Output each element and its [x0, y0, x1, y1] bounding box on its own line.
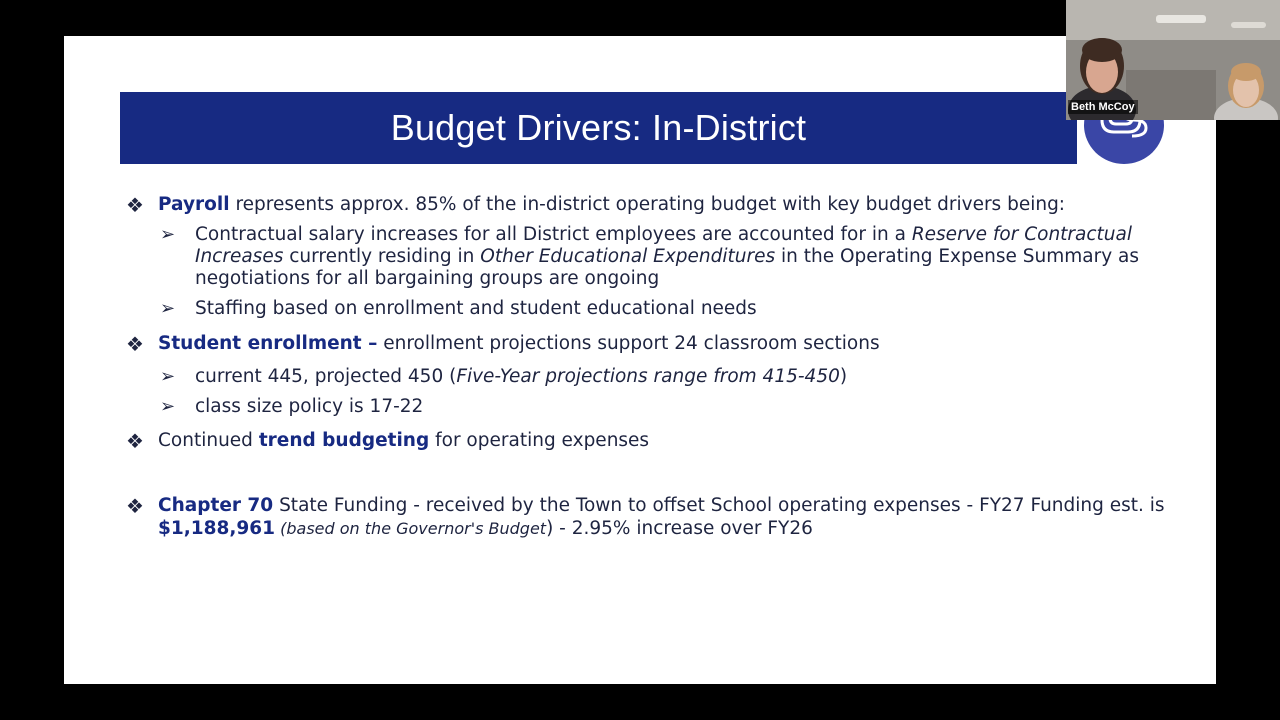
- participant-name-label: Beth McCoy: [1068, 100, 1138, 114]
- diamond-bullet-icon: ❖: [126, 429, 144, 453]
- diamond-bullet-icon: ❖: [126, 494, 144, 518]
- staffing-text: Staffing based on enrollment and student educational needs: [195, 298, 757, 319]
- chapter70-amount: $1,188,961: [158, 518, 276, 539]
- chapter70-text: State Funding - received by the Town to offset School operating expenses - FY27 Funding est. is: [273, 495, 1165, 516]
- contractual-text-g: negotiations for all bargaining groups are ongoing: [195, 268, 660, 289]
- contractual-text-d: currently residing in: [283, 246, 481, 267]
- presentation-slide: [64, 36, 1216, 684]
- payroll-text: represents approx. 85% of the in-district operating budget with key budget drivers being:: [229, 194, 1066, 215]
- participant-video-tile[interactable]: [1066, 0, 1280, 120]
- chapter70-label: Chapter 70: [158, 495, 274, 516]
- trend-text-c: for operating expenses: [429, 430, 650, 451]
- arrow-bullet-icon: ➢: [160, 396, 176, 417]
- current-enrollment-text-a: current 445, projected 450 (: [195, 366, 457, 387]
- enrollment-label: Student enrollment –: [158, 333, 378, 354]
- chapter70-rest: - 2.95% increase over FY26: [553, 518, 813, 539]
- arrow-bullet-icon: ➢: [160, 298, 176, 319]
- diamond-bullet-icon: ❖: [126, 193, 144, 217]
- class-size-text: class size policy is 17-22: [195, 396, 424, 417]
- chapter70-note: (based on the Governor's Budget: [275, 519, 547, 538]
- enrollment-text: enrollment projections support 24 classroom sections: [377, 333, 880, 354]
- trend-text-a: Continued: [158, 430, 259, 451]
- chapter70-close: ): [546, 518, 554, 539]
- arrow-bullet-icon: ➢: [160, 366, 176, 387]
- arrow-bullet-icon: ➢: [160, 224, 176, 245]
- contractual-text-c: Increases: [195, 246, 284, 267]
- contractual-text-f: in the Operating Expense Summary as: [775, 246, 1140, 267]
- contractual-text-b: Reserve for Contractual: [911, 224, 1132, 245]
- trend-text-b: trend budgeting: [258, 430, 430, 451]
- contractual-text-a: Contractual salary increases for all District employees are accounted for in a: [195, 224, 912, 245]
- slide-title: Budget Drivers: In-District: [390, 107, 807, 148]
- payroll-label: Payroll: [158, 194, 230, 215]
- contractual-text-e: Other Educational Expenditures: [480, 246, 776, 267]
- current-enrollment-text-c: ): [839, 366, 848, 387]
- slide-title-bar: [120, 92, 1077, 164]
- current-enrollment-text-b: Five-Year projections range from 415-450: [456, 366, 840, 387]
- diamond-bullet-icon: ❖: [126, 332, 144, 356]
